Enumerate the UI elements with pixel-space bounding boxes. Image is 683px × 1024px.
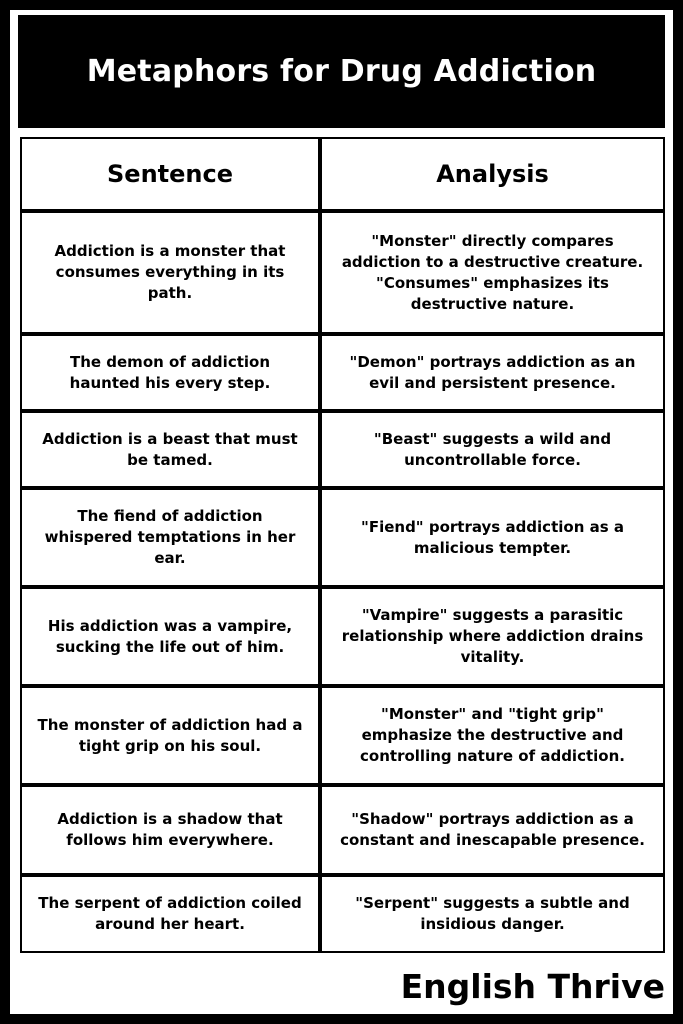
table-row bbox=[20, 334, 665, 411]
analysis-cell: "Demon" portrays addiction as an evil and persistent presence. bbox=[320, 334, 665, 411]
page-title: Metaphors for Drug Addiction bbox=[18, 15, 665, 128]
table-row bbox=[20, 686, 665, 785]
analysis-cell: "Serpent" suggests a subtle and insidious danger. bbox=[320, 875, 665, 953]
table-row bbox=[20, 488, 665, 587]
analysis-cell: "Vampire" suggests a parasitic relationship where addiction drains vitality. bbox=[320, 587, 665, 686]
table-row bbox=[20, 587, 665, 686]
sentence-cell: The serpent of addiction coiled around her heart. bbox=[20, 875, 320, 953]
sentence-cell: The fiend of addiction whispered temptations in her ear. bbox=[20, 488, 320, 587]
sentence-cell: The monster of addiction had a tight grip on his soul. bbox=[20, 686, 320, 785]
sentence-cell: His addiction was a vampire, sucking the life out of him. bbox=[20, 587, 320, 686]
table-row bbox=[20, 785, 665, 875]
analysis-cell: "Monster" and "tight grip" emphasize the destructive and controlling nature of addiction. bbox=[320, 686, 665, 785]
sentence-cell: Addiction is a shadow that follows him everywhere. bbox=[20, 785, 320, 875]
metaphor-table bbox=[20, 137, 665, 953]
analysis-cell: "Monster" directly compares addiction to a destructive creature. "Consumes" emphasizes its destructive nature. bbox=[320, 211, 665, 334]
analysis-cell: "Beast" suggests a wild and uncontrollable force. bbox=[320, 411, 665, 488]
table-row bbox=[20, 211, 665, 334]
table-header-row bbox=[20, 137, 665, 211]
table-row bbox=[20, 411, 665, 488]
brand-footer: English Thrive bbox=[400, 967, 665, 1006]
page-frame bbox=[10, 10, 673, 1014]
column-header-analysis: Analysis bbox=[320, 137, 665, 211]
table-row bbox=[20, 875, 665, 953]
column-header-sentence: Sentence bbox=[20, 137, 320, 211]
analysis-cell: "Fiend" portrays addiction as a malicious tempter. bbox=[320, 488, 665, 587]
sentence-cell: Addiction is a beast that must be tamed. bbox=[20, 411, 320, 488]
analysis-cell: "Shadow" portrays addiction as a constant and inescapable presence. bbox=[320, 785, 665, 875]
sentence-cell: Addiction is a monster that consumes everything in its path. bbox=[20, 211, 320, 334]
sentence-cell: The demon of addiction haunted his every step. bbox=[20, 334, 320, 411]
